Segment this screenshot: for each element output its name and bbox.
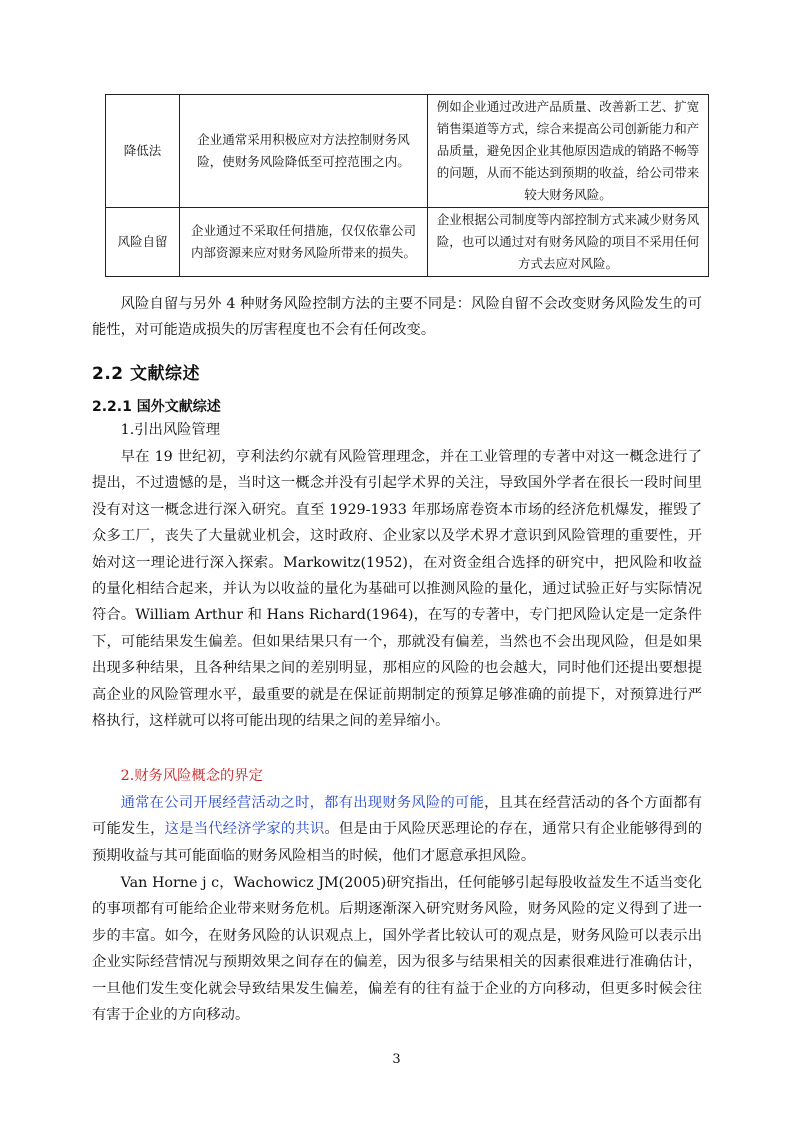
item2-paragraph-1: [92, 790, 702, 869]
table-cell-method: 降低法: [106, 95, 180, 208]
subsection-heading: 2.2.1 国外文献综述: [92, 399, 221, 415]
body-text: 。但是由于风险厌恶理论的存在，通常只有企业能够得到的预期收益与其可能面临的财务风险相当的时候，他们才愿意承担风险。: [92, 821, 703, 864]
highlighted-text: 这是当代经济学家的共识: [164, 821, 325, 838]
table-row: [106, 95, 709, 208]
table-row: [106, 208, 709, 277]
table-cell-description: 企业通过不采取任何措施，仅仅依靠公司内部资源来应对财务风险所带来的损失。: [180, 208, 428, 277]
item2-paragraph-2: Van Horne j c，Wachowicz JM(2005)研究指出，任何能够引起每股收益发生不适当变化的事项都有可能给企业带来财务危机。后期逐渐深入研究财务风险，财务风险的定义得到了进一步的丰富。如今，在财务风险的认识观点上，国外学者比较认可的观点是，财务风险可以表示出企业实际经营情况与预期效果之间存在的偏差，因为很多与结果相关的因素很难进行准确估计，一旦他们发生变化就会导致结果发生偏差，偏差有的往有益于企业的方向移动，但更多时候会往有害于企业的方向移动。: [92, 875, 702, 1024]
risk-control-table: [105, 94, 709, 277]
retention-paragraph: 风险自留与另外 4 种财务风险控制方法的主要不同是：风险自留不会改变财务风险发生的可能性，对可能造成损失的厉害程度也不会有任何改变。: [92, 296, 702, 339]
item1-paragraph: 早在 19 世纪初，亨利法约尔就有风险管理理念，并在工业管理的专著中对这一概念进行了提出，不过遗憾的是，当时这一概念并没有引起学术界的关注，导致国外学者在很长一段时间里没有对这一概念进行深入研究。直至 1929-1933 年那场席卷资本市场的经济危机爆发，摧毁了众多工厂，丧失了大量就业机会，这时政府、企业家以及学术界才意识到风险管理的重要性，开始对这一理论进行深入探索。Markowitz(1952)，在对资金组合选择的研究中，把风险和收益的量化相结合起来，并认为以收益的量化为基础可以推测风险的量化，通过试验正好与实际情况符合。William Arthur 和 Hans Richard(1964)，在写的专著中，专门把风险认定是一定条件下，可能结果发生偏差。但如果结果只有一个，那就没有偏差，当然也不会出现风险，但是如果出现多种结果，且各种结果之间的差别明显，那相应的风险的也会越大，同时他们还提出要想提高企业的风险管理水平，最重要的就是在保证前期制定的预算足够准确的前提下，对预算进行严格执行，这样就可以将可能出现的结果之间的差异缩小。: [92, 449, 702, 730]
body-text: ，且其在经营活动的各个方面都有可能发生，: [92, 795, 702, 838]
table-cell-example: 例如企业通过改进产品质量、改善新工艺、扩宽销售渠道等方式，综合来提高公司创新能力和产品质量，避免因企业其他原因造成的销路不畅等的问题，从而不能达到预期的收益，给公司带来较大财务风险。: [428, 95, 709, 208]
section-heading: 2.2 文献综述: [92, 364, 201, 384]
table-cell-description: 企业通常采用积极应对方法控制财务风险，使财务风险降低至可控范围之内。: [180, 95, 428, 208]
table-cell-example: 企业根据公司制度等内部控制方式来减少财务风险，也可以通过对有财务风险的项目不采用任何方式去应对风险。: [428, 208, 709, 277]
page-number: 3: [392, 1052, 401, 1067]
item1-heading: 1.引出风险管理: [120, 422, 221, 438]
highlighted-text: 通常在公司开展经营活动之时，都有出现财务风险的可能: [120, 795, 485, 811]
table-cell-method: 风险自留: [106, 208, 180, 277]
item2-heading: 2.财务风险概念的界定: [120, 768, 263, 784]
